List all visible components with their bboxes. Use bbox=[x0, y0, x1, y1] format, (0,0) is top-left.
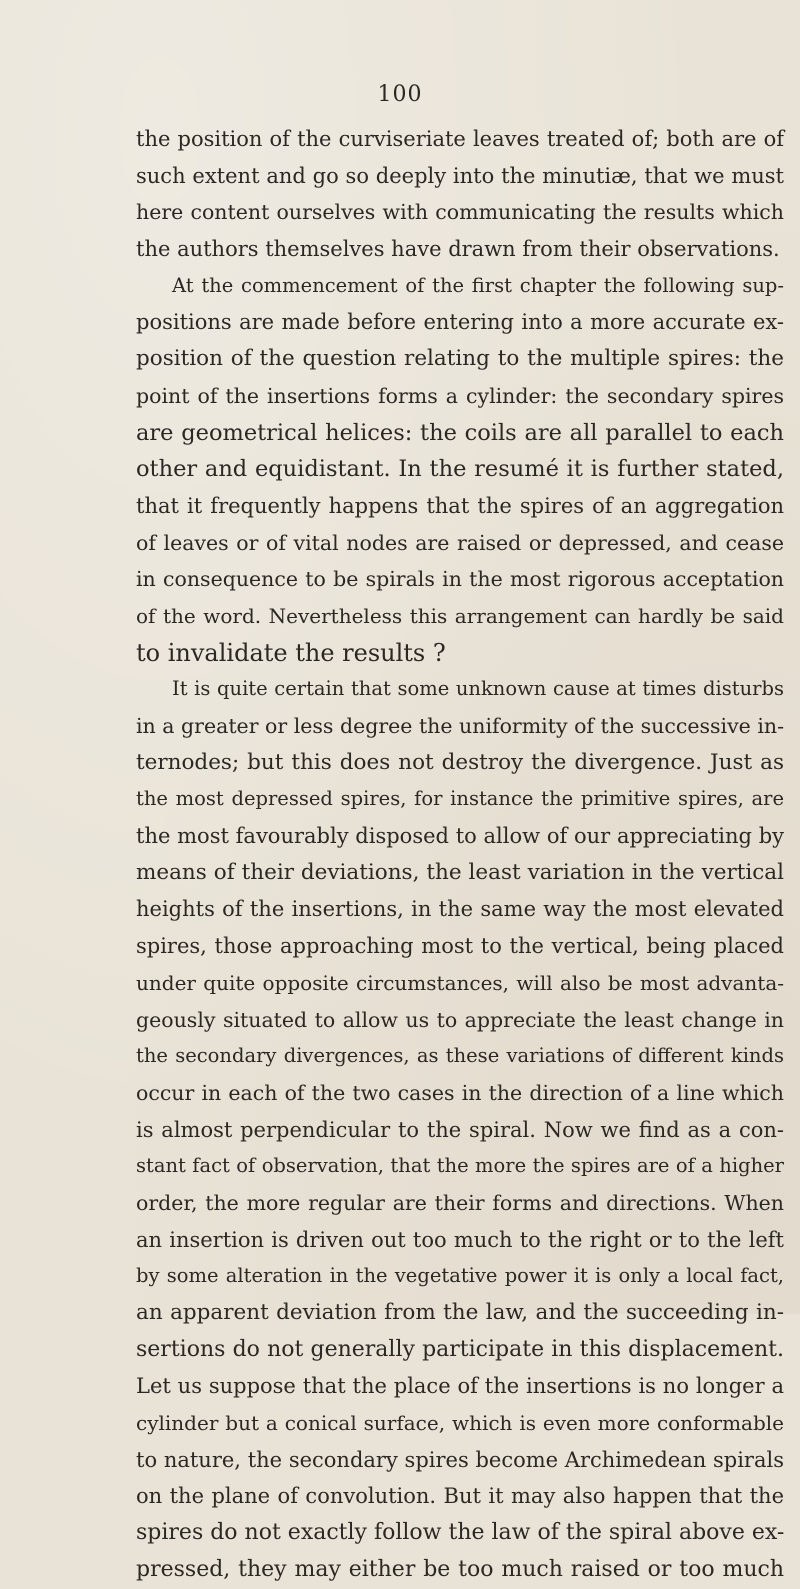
text-line: to invalidate the results ? bbox=[136, 638, 446, 667]
text-line: position of the question relating to the multiple spires: the bbox=[136, 346, 784, 372]
text-line: point of the insertions forms a cylinder: the secondary spires bbox=[136, 383, 784, 408]
text-line: other and equidistant. In the resumé it is further stated, bbox=[136, 456, 784, 483]
text-line: positions are made before entering into a more accurate ex- bbox=[136, 310, 784, 335]
text-line: that it frequently happens that the spires of an aggregation bbox=[136, 493, 784, 518]
text-line: Let us suppose that the place of the insertions is no longer a bbox=[136, 1374, 784, 1399]
text-line: stant fact of observation, that the more the spires are of a higher bbox=[136, 1154, 784, 1178]
text-line: the secondary divergences, as these variations of different kinds bbox=[136, 1044, 784, 1068]
body-text bbox=[136, 121, 784, 1589]
text-line: order, the more regular are their forms and directions. When bbox=[136, 1190, 784, 1215]
text-line: an insertion is driven out too much to the right or to the left bbox=[136, 1227, 784, 1252]
text-line: ternodes; but this does not destroy the divergence. Just as bbox=[136, 749, 784, 775]
text-line: the position of the curviseriate leaves treated of; both are of bbox=[136, 127, 784, 151]
text-line: are geometrical helices: the coils are all parallel to each bbox=[136, 419, 784, 446]
text-line: cylinder but a conical surface, which is even more conformable bbox=[136, 1411, 784, 1436]
text-line: to nature, the secondary spires become Archimedean spirals bbox=[136, 1447, 784, 1472]
text-line: spires, those approaching most to the vertical, being placed bbox=[136, 934, 784, 959]
text-line: heights of the insertions, in the same way the most elevated bbox=[136, 897, 784, 922]
text-line: At the commencement of the first chapter the following sup- bbox=[172, 273, 784, 297]
text-line: is almost perpendicular to the spiral. Now we find as a con- bbox=[136, 1117, 784, 1142]
text-line: sertions do not generally participate in this displacement. bbox=[136, 1336, 784, 1362]
text-line: It is quite certain that some unknown cause at times disturbs bbox=[172, 677, 784, 701]
text-line: means of their deviations, the least variation in the vertical bbox=[136, 859, 784, 885]
text-line: geously situated to allow us to appreciate the least change in bbox=[136, 1007, 784, 1032]
text-line: of leaves or of vital nodes are raised or depressed, and cease bbox=[136, 530, 784, 555]
text-line: the authors themselves have drawn from their observations. bbox=[136, 237, 780, 262]
text-line: under quite opposite circumstances, will also be most advanta- bbox=[136, 970, 784, 995]
text-line: spires do not exactly follow the law of the spiral above ex- bbox=[136, 1520, 785, 1546]
text-line: such extent and go so deeply into the minutiæ, that we must bbox=[136, 163, 784, 188]
text-line: of the word. Nevertheless this arrangement can hardly be said bbox=[136, 603, 784, 628]
page-number: 100 bbox=[377, 82, 423, 107]
text-line: occur in each of the two cases in the direction of a line which bbox=[136, 1080, 784, 1105]
text-line: the most depressed spires, for instance the primitive spires, are bbox=[136, 787, 784, 811]
text-line: the most favourably disposed to allow of our appreciating by bbox=[136, 824, 784, 849]
text-line: here content ourselves with communicating the results which bbox=[136, 200, 784, 225]
text-line: an apparent deviation from the law, and the succeeding in- bbox=[136, 1300, 784, 1325]
text-line: on the plane of convolution. But it may also happen that the bbox=[136, 1484, 784, 1509]
text-line: in consequence to be spirals in the most rigorous acceptation bbox=[136, 567, 784, 592]
text-line: by some alteration in the vegetative power it is only a local fact, bbox=[136, 1264, 784, 1288]
text-line: in a greater or less degree the uniformity of the successive in- bbox=[136, 714, 784, 738]
text-line: pressed, they may either be too much raised or too much bbox=[136, 1556, 784, 1582]
